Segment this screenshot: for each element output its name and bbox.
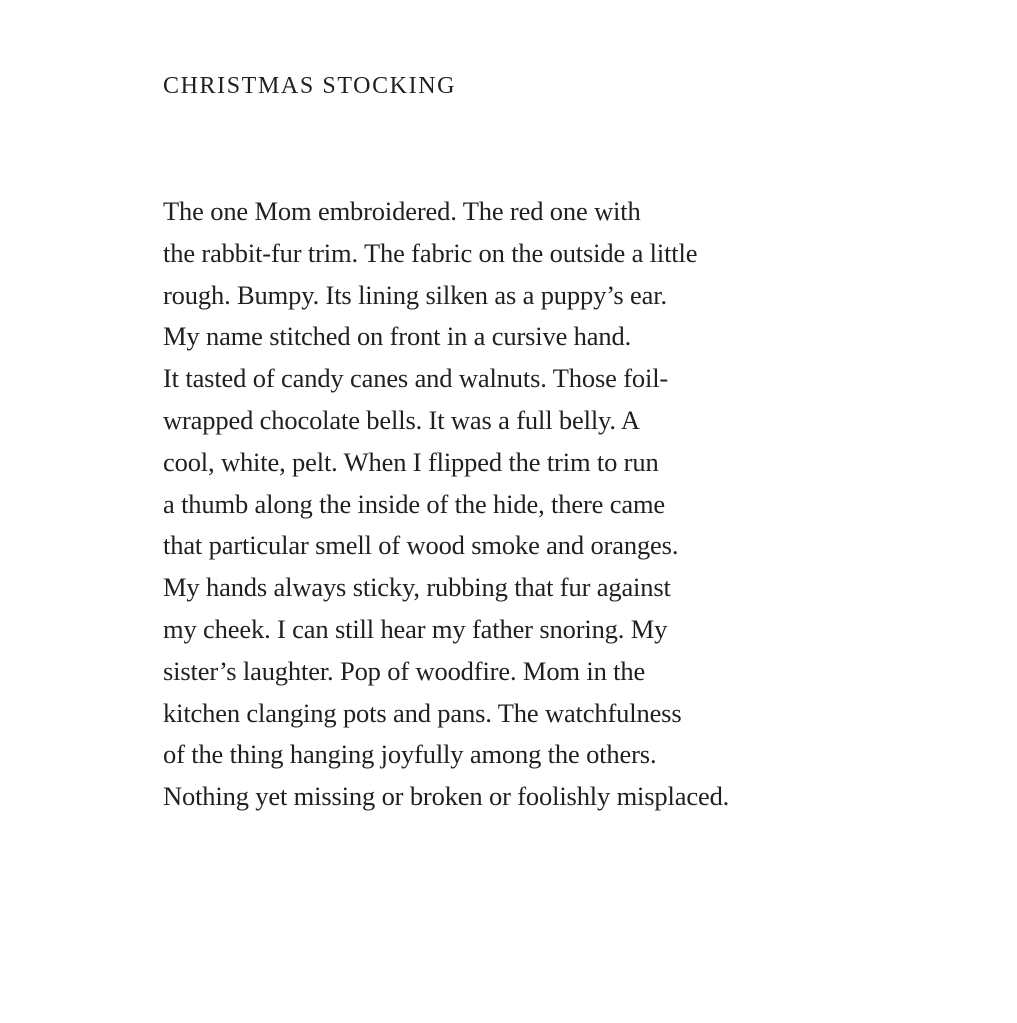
poem-line: kitchen clanging pots and pans. The watchfulness xyxy=(163,697,682,728)
poem-title: CHRISTMAS STOCKING xyxy=(163,73,457,99)
poem-line: that particular smell of wood smoke and oranges. xyxy=(163,530,679,561)
poem-body xyxy=(163,191,729,818)
poem-line: wrapped chocolate bells. It was a full belly. A xyxy=(163,404,640,435)
poem-line: My name stitched on front in a cursive hand. xyxy=(163,321,632,352)
poem-line: Nothing yet missing or broken or foolishly misplaced. xyxy=(163,781,730,812)
poem-line: the rabbit-fur trim. The fabric on the outside a little xyxy=(163,237,698,268)
poem-line: My hands always sticky, rubbing that fur against xyxy=(163,572,671,603)
poem-line: sister’s laughter. Pop of woodfire. Mom in the xyxy=(163,655,646,686)
poem-line: of the thing hanging joyfully among the others. xyxy=(163,739,657,770)
poem-line: a thumb along the inside of the hide, there came xyxy=(163,488,666,519)
poem-line: cool, white, pelt. When I flipped the trim to run xyxy=(163,446,659,477)
poem-line: rough. Bumpy. Its lining silken as a puppy’s ear. xyxy=(163,279,667,310)
poem-line: The one Mom embroidered. The red one with xyxy=(163,196,641,226)
poem-line: my cheek. I can still hear my father snoring. My xyxy=(163,613,668,644)
poem-line: It tasted of candy canes and walnuts. Those foil- xyxy=(163,363,669,394)
